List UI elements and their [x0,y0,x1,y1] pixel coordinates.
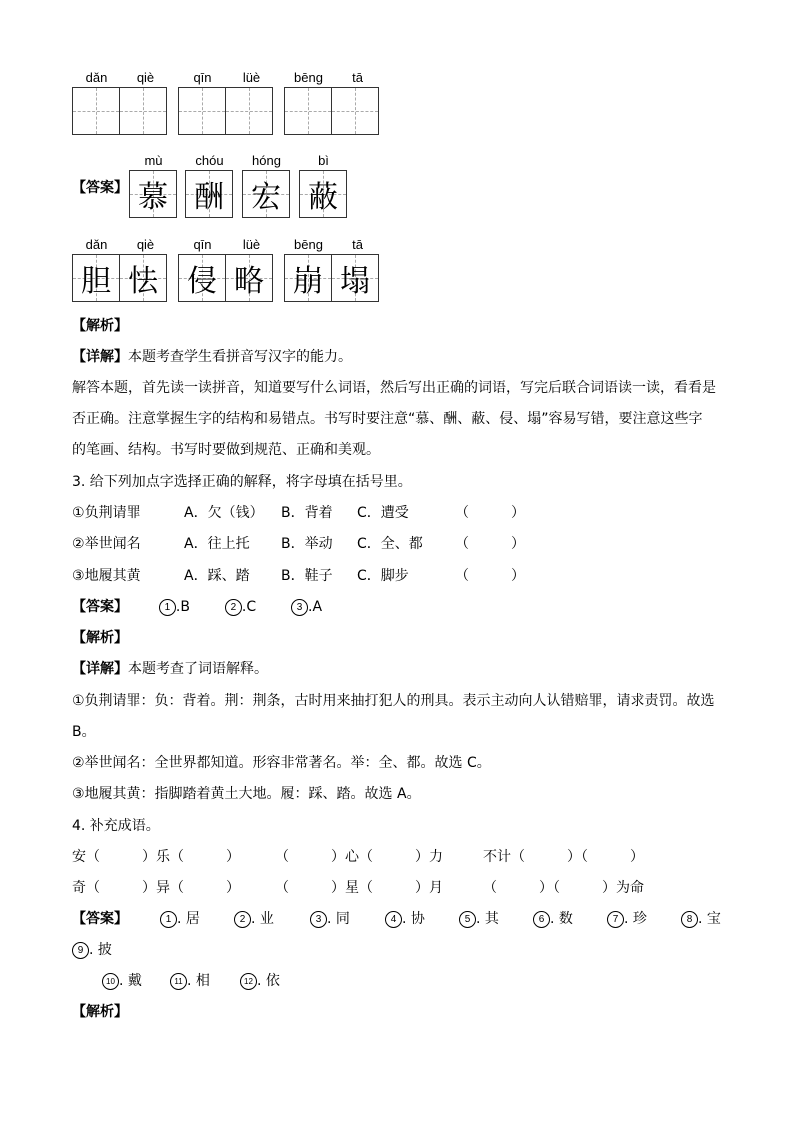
answer-item: 7 . 珍 [607,909,647,929]
explanation-line: ②举世闻名：全世界都知道。形容非常著名。举：全、都。故选 C。 [72,755,491,771]
answer-grid-single [299,170,346,218]
answer-cell: 胆 [72,254,120,302]
writing-grid-pair [284,87,378,135]
pinyin: tā [352,237,363,252]
answer-item: 9 . 披 [72,942,112,958]
analysis-label: 【解析】 [72,1004,128,1020]
paragraph-line: 否正确。注意掌握生字的结构和易错点。书写时要注意“慕、酬、蔽、侵、塌”容易写错，要注意这些字 [72,411,703,427]
answer-grid-single [242,170,289,218]
option-a: A．欠（钱） [184,505,264,521]
idiom-blank[interactable]: （ ）星（ ）月 [275,880,443,896]
answer-item: 1 .B [159,599,190,615]
answer-item: 12 . 依 [240,971,280,991]
answer-grid-single [129,170,176,218]
pinyin: mù [144,153,163,168]
writing-cell[interactable] [178,87,226,135]
analysis-label: 【解析】 [72,318,128,334]
answer-cell: 侵 [178,254,226,302]
q3-item-word: ②举世闻名 [72,536,141,552]
pinyin: bēng [294,237,323,252]
pinyin: dǎn [85,237,108,252]
question-4-title: 4. 补充成语。 [72,818,160,834]
writing-cell[interactable] [331,87,379,135]
answer-item: 5 . 其 [459,909,499,929]
explanation-line: ①负荆请罪：负：背着。荆：荆条，古时用来抽打犯人的刑具。表示主动向人认错赔罪，请求责罚。故选 [72,693,715,709]
answer-cell: 怯 [119,254,167,302]
answer-grid-pair [72,254,166,302]
option-c: C．全、都 [357,536,423,552]
answer-cell: 酬 [185,170,233,218]
answer-item: 3 .A [291,599,322,615]
option-b: B．举动 [281,536,333,552]
writing-grid-pair [72,87,166,135]
detail-line [72,659,268,679]
option-a: A．往上托 [184,536,250,552]
q3-item-word: ③地履其黄 [72,568,141,584]
answer-cell: 慕 [129,170,177,218]
idiom-blank[interactable]: 不计（ ）（ ） [483,849,644,865]
paragraph-line: 解答本题，首先读一读拼音，知道要写什么词语，然后写出正确的词语，写完后联合词语读一读，看看是 [72,380,716,396]
answer-cell: 崩 [284,254,332,302]
writing-cell[interactable] [119,87,167,135]
question-3-title: 3. 给下列加点字选择正确的解释，将字母填在括号里。 [72,474,412,490]
answer-grid-pair [284,254,378,302]
writing-cell[interactable] [72,87,120,135]
answer-item: 10 . 戴 [102,971,142,991]
answer-cell: 塌 [331,254,379,302]
idiom-blank[interactable]: （ ）心（ ）力 [275,849,443,865]
pinyin: qīn [193,237,212,252]
answer-grid-single [185,170,232,218]
pinyin: qiè [136,237,155,252]
answer-blank[interactable]: （ ） [455,536,525,552]
paragraph-line: 的笔画、结构。书写时要做到规范、正确和美观。 [72,442,380,458]
analysis-label: 【解析】 [72,630,128,646]
answer-item: 6 . 数 [533,909,573,929]
detail-label: 【详解】 [72,661,128,677]
answer-item: 11 . 相 [170,971,210,991]
answer-blank[interactable]: （ ） [455,505,525,521]
q4-answers-row-b [72,940,112,960]
answer-label: 【答案】 [72,599,128,615]
pinyin: tā [352,70,363,85]
explanation-line: B。 [72,724,96,740]
pinyin: dǎn [85,70,108,85]
answer-cell: 蔽 [299,170,347,218]
pinyin: lüè [242,237,261,252]
option-b: B．背着 [281,505,333,521]
q3-item-word: ①负荆请罪 [72,505,141,521]
pinyin: bì [318,153,329,168]
detail-label: 【详解】 [72,349,128,365]
idiom-blank[interactable]: （ ）（ ）为命 [483,880,644,896]
answer-cell: 宏 [242,170,290,218]
answer-cell: 略 [225,254,273,302]
option-c: C．遭受 [357,505,409,521]
writing-grid-pair [178,87,272,135]
explanation-line: ③地履其黄：指脚踏着黄土大地。履：踩、踏。故选 A。 [72,786,421,802]
pinyin: hóng [252,153,281,168]
pinyin: qīn [193,70,212,85]
writing-cell[interactable] [225,87,273,135]
detail-text: 本题考查了词语解释。 [128,661,268,677]
answer-item: 1 . 居 [160,909,200,929]
answer-item: 8 . 宝 [681,909,721,929]
answer-item: 4 . 协 [385,909,425,929]
detail-text: 本题考查学生看拼音写汉字的能力。 [128,349,352,365]
answer-blank[interactable]: （ ） [455,568,525,584]
answer-item: 2 .C [225,599,256,615]
answer-grid-pair [178,254,272,302]
pinyin: lüè [242,70,261,85]
answer-label: 【答案】 [72,180,128,196]
q3-answer-line [72,597,322,617]
pinyin: chóu [195,153,224,168]
answer-item: 3 . 同 [310,909,350,929]
pinyin: bēng [294,70,323,85]
idiom-blank[interactable]: 安（ ）乐（ ） [72,849,240,865]
pinyin: qiè [136,70,155,85]
option-a: A．踩、踏 [184,568,250,584]
idiom-blank[interactable]: 奇（ ）异（ ） [72,880,240,896]
answer-item: 2 . 业 [234,909,274,929]
option-c: C．脚步 [357,568,409,584]
detail-line [72,347,352,367]
q4-answer-line [72,909,128,929]
option-b: B．鞋子 [281,568,333,584]
answer-label: 【答案】 [72,911,128,927]
writing-cell[interactable] [284,87,332,135]
